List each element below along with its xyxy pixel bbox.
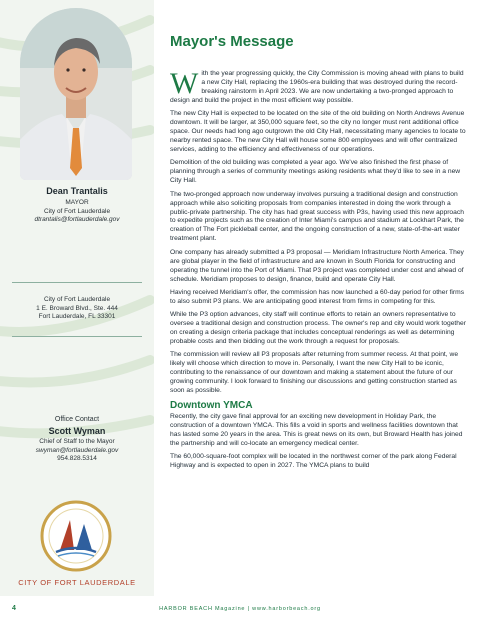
sidebar [0, 0, 154, 596]
page-footer [0, 600, 480, 624]
page-title: Mayor's Message [170, 33, 294, 50]
footer-text: HARBOR BEACH Magazine | www.harborbeach.org [159, 606, 321, 612]
address-line-3: Fort Lauderdale, FL 33301 [38, 313, 116, 321]
article-body [170, 67, 468, 476]
divider [12, 282, 142, 283]
dropcap-letter: W [170, 67, 199, 100]
section-heading: Downtown YMCA [170, 400, 253, 412]
city-label: CITY OF FORT LAUDERDALE [18, 578, 136, 587]
article-paragraph: Demolition of the old building was completed a year ago. We've also finished the first phase of planning through a series of community meetings asking residents what they'd like to see in a new City Hall. [170, 159, 461, 185]
mayor-email[interactable]: dtrantalis@fortlauderdale.gov [34, 216, 120, 224]
article-paragraph: Recently, the city gave final approval for an exciting new development in Holiday Park, the construction of a downtown YMCA. This fills a void in sports and wellness facilities downtown that has lasted some 20 years in the area. This is great news on its own, but Broward Health has joined the partnership and will co-locate an emergency medical center. [170, 413, 463, 447]
contact-name: Scott Wyman [48, 426, 106, 436]
article-paragraph: With the year progressing quickly, the City Commission is moving ahead with plans to build a new City Hall, replacing the 1960s-era building that was destroyed during the record-breaking rainstorm in April 2023. We are now undertaking a two-pronged approach to design and build the project in the most efficient way possible. [170, 67, 464, 104]
article-paragraph: Having received Meridiam's offer, the commission has now launched a 60-day period for other firms to also submit P3 plans. We are anticipating good interest from firms in competing for this. [170, 288, 465, 305]
divider [12, 336, 142, 337]
mayor-portrait [20, 8, 132, 180]
address-line-2: 1 E. Broward Blvd., Ste. 444 [36, 304, 118, 312]
mayor-city: City of Fort Lauderdale [43, 207, 111, 215]
contact-title: Chief of Staff to the Mayor [39, 438, 115, 445]
article-paragraph: The 60,000-square-foot complex will be located in the northwest corner of the park along Federal Highway and is expected to open in 2027. The YMCA plans to build [170, 453, 457, 470]
article-paragraph: While the P3 option advances, city staff will continue efforts to retain an owners representative to oversee a traditional design and construction process. The owner's rep and city would work together on creating a design criteria package that includes conceptual renderings as well as determining probable costs and then bidding out the work through a request for proposals. [170, 311, 466, 346]
page-number: 4 [12, 605, 16, 612]
mayor-name: Dean Trantalis [46, 186, 108, 196]
contact-email[interactable]: swyman@fortlauderdale.gov [35, 446, 119, 454]
article-paragraph: The new City Hall is expected to be located on the site of the old building on North Andrews Avenue downtown. It will be larger, at 350,000 square feet, so the city no longer must rent additional office space. Our needs had long ago outgrown the old City Hall, necessitating many agencies to locate to nearby rented space. The new City Hall will house some 800 employees and will offer centralized services, adding to the efficiency and effectiveness of our operations. [170, 110, 466, 154]
address-line-1: City of Fort Lauderdale [43, 296, 111, 303]
article-paragraph: The commission will review all P3 proposals after returning from summer recess. At that point, we likely will choose which direction to move in. Personally, I want the new City Hall to be iconic, contributing to the renaissance of our downtown and making a statement about the future of our growing community. I look forward to finishing our discussions and getting construction started as soon as possible. [170, 351, 459, 395]
article-paragraph: The two-pronged approach now underway involves pursuing a traditional design and construction approach while also soliciting proposals from companies interested in doing the work through a public-private partnership. The city has had great success with P3s, having used this new approach to expedite projects such as the creation of Inter Miami's campus and stadium at Lockhart Park, the creation of The Fort pickleball center, and the ongoing construction of a new, state-of-the-art water treatment plant. [170, 190, 464, 243]
mayor-role: MAYOR [65, 199, 89, 206]
article-paragraph: One company has already submitted a P3 proposal — Meridiam Infrastructure North America. They are global player in the field of infrastructure and are known in South Florida for constructing and operating the tunnel into the Port of Miami. That P3 project was completed under cost and ahead of schedule. Meridiam proposes to design, finance, build and operate City Hall. [170, 248, 464, 283]
office-contact-label: Office Contact [54, 416, 100, 423]
city-seal-logo [40, 500, 112, 572]
contact-phone: 954.828.5314 [57, 455, 97, 463]
